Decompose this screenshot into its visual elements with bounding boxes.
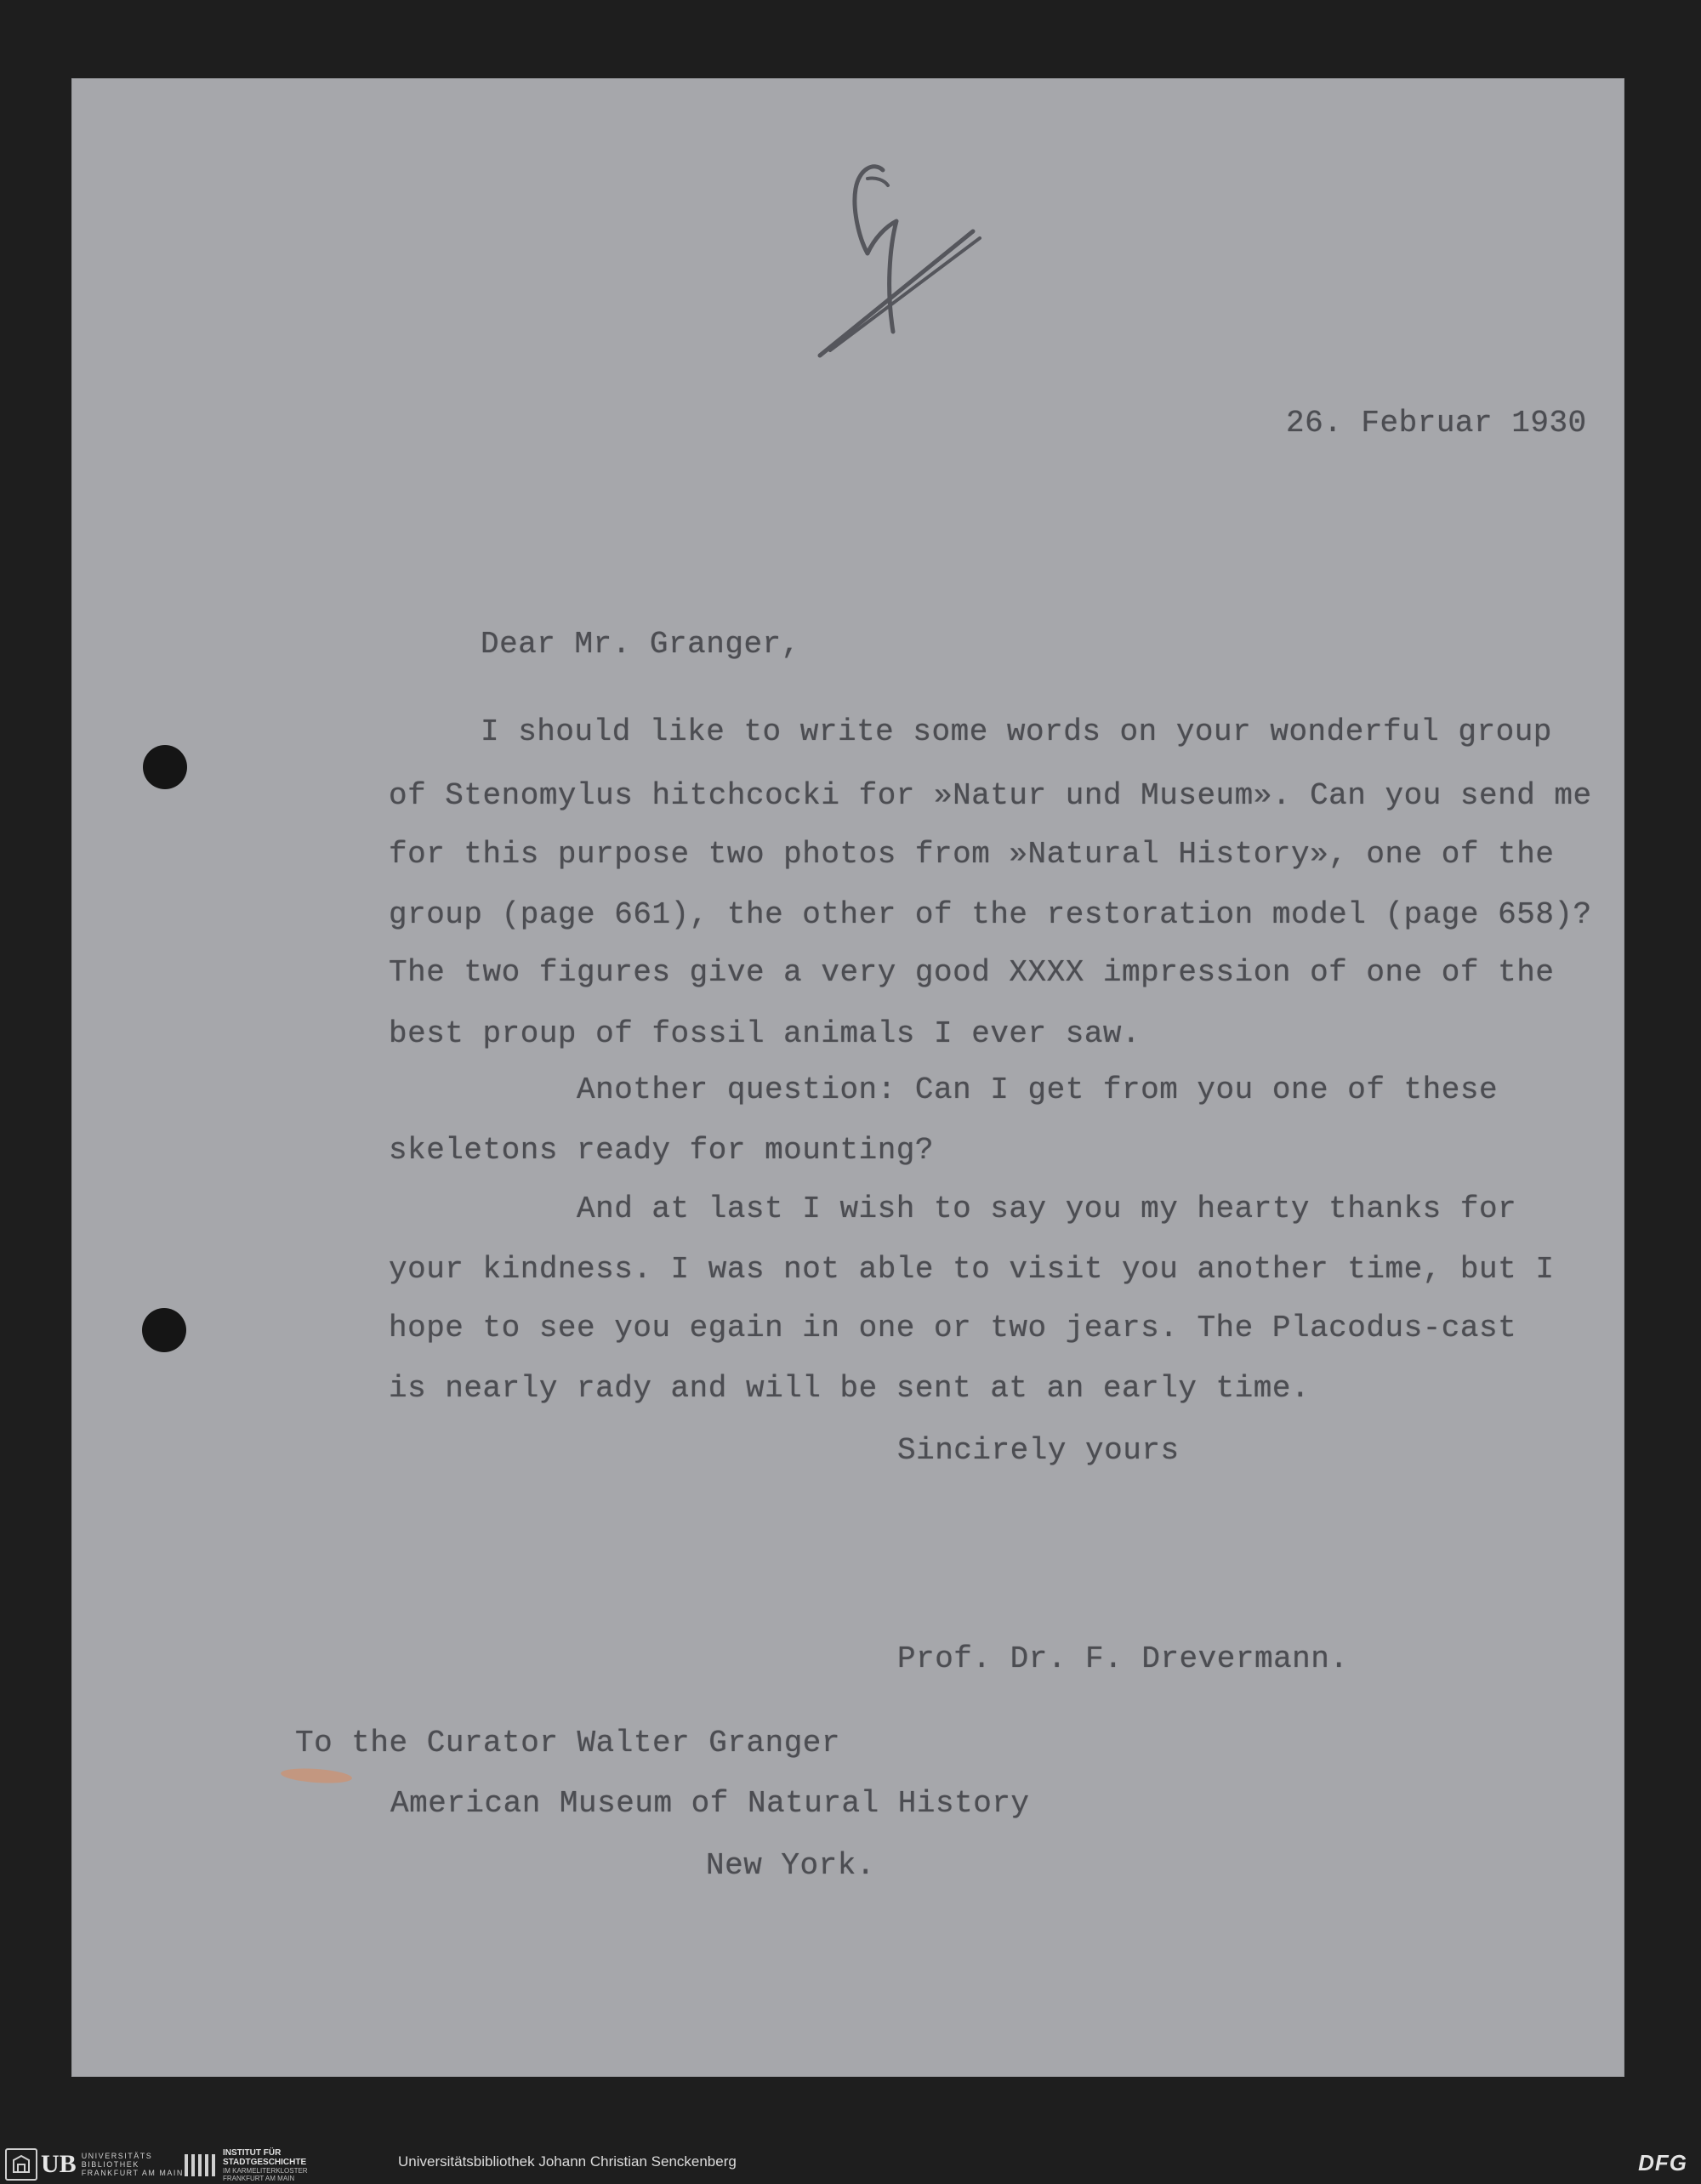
ub-name-line: BIBLIOTHEK xyxy=(81,2160,139,2169)
body-line: hope to see you egain in one or two jears. The Placodus-cast xyxy=(389,1311,1517,1345)
body-line: is nearly rady and will be sent at an early time. xyxy=(389,1371,1311,1406)
body-line: group (page 661), the other of the restoration model (page 658)? xyxy=(389,897,1592,932)
body-line: And at last I wish to say you my hearty thanks for xyxy=(577,1192,1517,1226)
institute-sub-line: FRANKFURT AM MAIN xyxy=(223,2175,295,2182)
ub-letters: UB xyxy=(41,2150,77,2178)
institute-name xyxy=(223,2148,308,2182)
ub-name xyxy=(82,2152,184,2177)
institute-name-line: INSTITUT FÜR xyxy=(223,2148,282,2158)
closing: Sincirely yours xyxy=(897,1433,1180,1468)
body-line: Another question: Can I get from you one of these xyxy=(577,1072,1499,1107)
ub-name-line: UNIVERSITÄTS xyxy=(81,2152,153,2160)
punch-hole xyxy=(142,1308,186,1352)
ub-logo xyxy=(5,2148,184,2181)
body-line: The two figures give a very good XXXX impression of one of the xyxy=(389,955,1555,990)
dfg-logo: DFG xyxy=(1638,2150,1687,2175)
body-line: I should like to write some words on your wonderful group xyxy=(481,714,1552,749)
footer-bar xyxy=(0,2141,1701,2184)
letter-date: 26. Februar 1930 xyxy=(1286,406,1587,441)
punch-hole xyxy=(143,745,187,789)
library-name: Universitätsbibliothek Johann Christian Senckenberg xyxy=(398,2153,737,2170)
institute-name-line: STADTGESCHICHTE xyxy=(223,2158,307,2167)
body-line: for this purpose two photos from »Natural History», one of the xyxy=(389,837,1555,872)
ub-emblem-icon xyxy=(5,2148,37,2181)
body-line: of Stenomylus hitchcocki for »Natur und Museum». Can you send me xyxy=(389,778,1592,813)
salutation: Dear Mr. Granger, xyxy=(481,627,800,662)
columns-icon xyxy=(182,2151,218,2180)
institute-sub-line: IM KARMELITERKLOSTER xyxy=(223,2167,308,2175)
handwritten-initial-mark xyxy=(808,145,995,366)
address-line: New York. xyxy=(706,1848,875,1883)
ub-name-line: FRANKFURT AM MAIN xyxy=(81,2169,184,2177)
signature: Prof. Dr. F. Drevermann. xyxy=(897,1641,1349,1676)
address-line: To the Curator Walter Granger xyxy=(295,1726,841,1760)
institute-logo xyxy=(182,2148,308,2182)
body-line: best proup of fossil animals I ever saw. xyxy=(389,1016,1141,1051)
body-line: skeletons ready for mounting? xyxy=(389,1133,935,1168)
body-line: your kindness. I was not able to visit you another time, but I xyxy=(389,1252,1555,1287)
address-line: American Museum of Natural History xyxy=(390,1786,1030,1821)
